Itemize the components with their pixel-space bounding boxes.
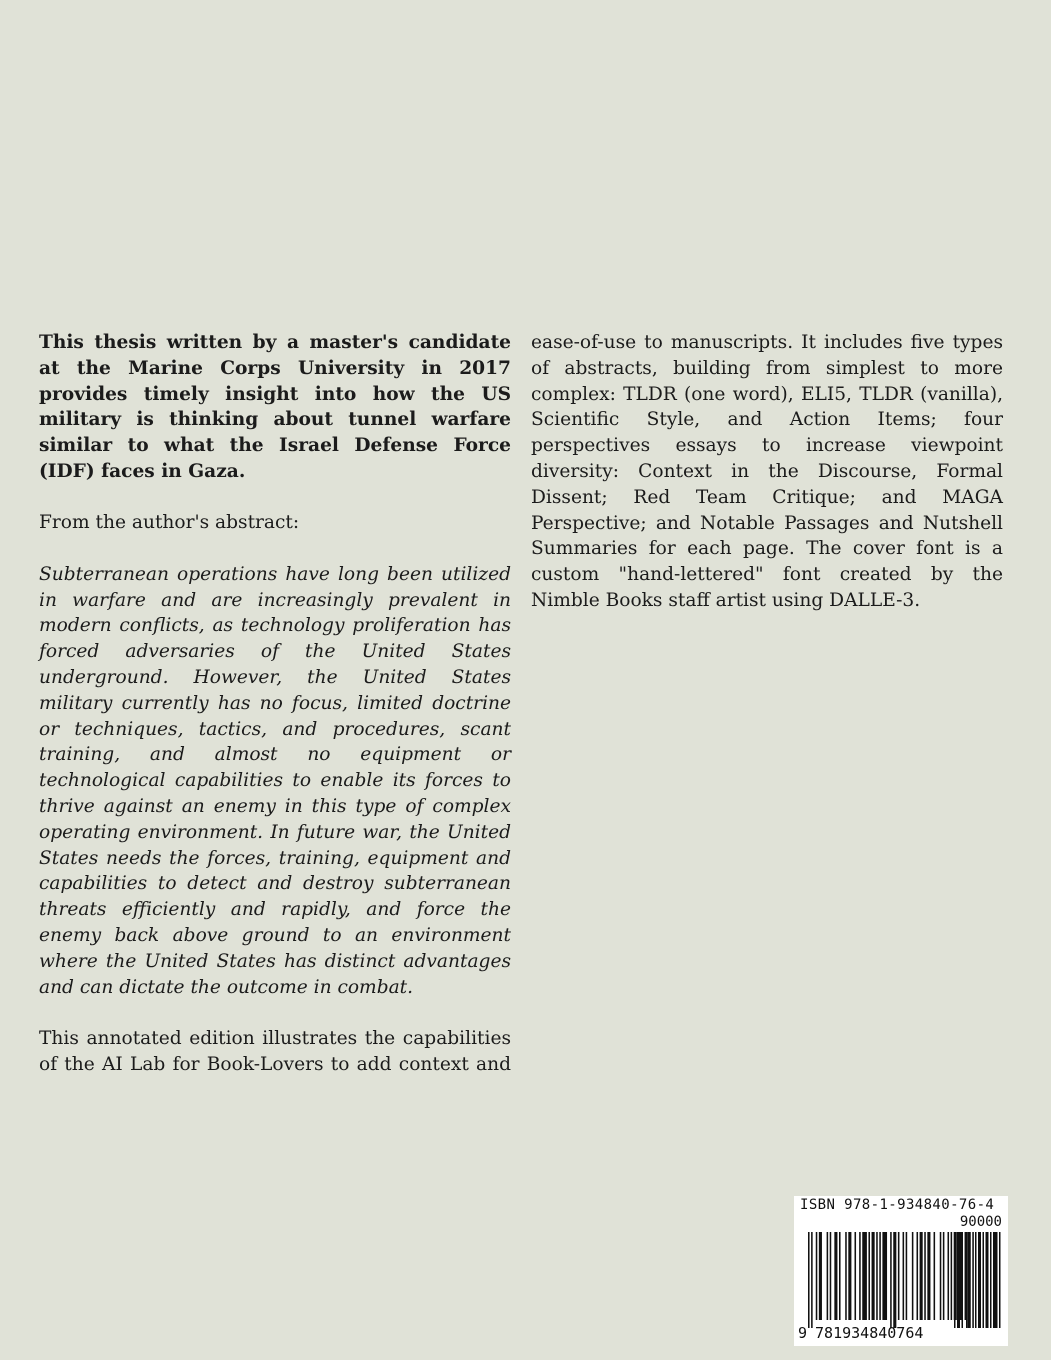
annotated-edition-continued: ease-of-use to manuscripts. It includes five types of abstracts, building from simplest to more complex: TLDR (one word), ELI5, TLDR (vanilla), Scientific Style, and Action Items; four perspectives essays to increase viewpoint diversity: Context in the Discourse, Formal Dissent; Red Team Critique; and MAGA Perspective; and Notable Passages and Nutshell Summaries for each page. The cover font is a custom "hand-lettered" font created by the Nimble Books staff artist using DALLE-3. (531, 332, 1003, 611)
abstract-intro: From the author's abstract: (39, 512, 300, 534)
author-abstract: Subterranean operations have long been utilized in warfare and are increasingly prevalent in modern conflicts, as technology proliferation has forced adversaries of the United States underground. However, the United States military currently has no focus, limited doctrine or techniques, tactics, and procedures, scant training, and almost no equipment or technological capabilities to enable its forces to thrive against an enemy in this type of complex operating environment. In future war, the United States needs the forces, training, equipment and capabilities to detect and destroy subterranean threats efficiently and rapidly, and force the enemy back above ground to an environment where the United States has distinct advantages and can dictate the outcome in combat. (39, 563, 511, 998)
barcode-bar (872, 1232, 875, 1320)
barcode-bar (848, 1232, 851, 1320)
barcode-bar (855, 1232, 857, 1320)
barcode-bar (868, 1232, 870, 1320)
barcode-bar (876, 1232, 878, 1320)
barcode-bar (827, 1232, 829, 1320)
barcode-digits (798, 1324, 923, 1342)
barcode-bar (811, 1232, 813, 1328)
barcode-bar (948, 1232, 950, 1320)
barcode-addon-bar (993, 1232, 998, 1328)
right-column (531, 330, 1003, 614)
barcode-addon-bar (954, 1232, 956, 1328)
barcode-bar (912, 1232, 914, 1320)
barcode-bar (940, 1232, 942, 1320)
barcode-bar (862, 1232, 867, 1320)
barcode-bar (951, 1232, 953, 1320)
price-code: 90000 (959, 1214, 1002, 1230)
left-column (39, 330, 511, 1078)
barcode-right-group: 840764 (869, 1324, 924, 1342)
barcode-bar (808, 1232, 810, 1328)
barcode-addon-bar (983, 1232, 985, 1328)
barcode-addon-bar (986, 1232, 989, 1328)
barcode-addon-bar (966, 1232, 968, 1328)
isbn-label: ISBN 978-1-934840-76-4 (800, 1197, 995, 1213)
barcode-bar (934, 1232, 936, 1320)
barcode-bar (882, 1232, 887, 1320)
barcode-first-digit: 9 (798, 1324, 808, 1342)
barcode-bar (834, 1232, 837, 1320)
barcode-bar (845, 1232, 847, 1320)
barcode-bar (903, 1232, 905, 1320)
barcode-addon-bar (957, 1232, 960, 1328)
barcode-bar (972, 1232, 974, 1328)
barcode-bar (859, 1232, 861, 1320)
barcode-addon-bar (999, 1232, 1001, 1328)
barcode-bar (906, 1232, 908, 1320)
barcode-bar (920, 1232, 923, 1320)
barcode-bar (927, 1232, 930, 1320)
barcode-addon-bar (975, 1232, 977, 1328)
barcode-bar (965, 1232, 967, 1320)
barcode-addon-bar (969, 1232, 971, 1328)
barcode-addon-bar (962, 1232, 964, 1328)
isbn-barcode (794, 1196, 1008, 1346)
barcode-bar (819, 1232, 822, 1320)
lead-paragraph: This thesis written by a master's candidate at the Marine Corps University in 2017 provides timely insight into how the US military is thinking about tunnel warfare similar to what the Israel Defense Force (IDF) faces in Gaza. (39, 332, 511, 482)
barcode-bar (839, 1232, 841, 1320)
barcode-bar (943, 1232, 945, 1320)
barcode-bar (816, 1232, 818, 1320)
annotated-edition-paragraph: This annotated edition illustrates the capabilities of the AI Lab for Book-Lovers to add context and (39, 1027, 511, 1075)
barcode-left-group: 781934 (815, 1324, 870, 1342)
barcode-addon-bar (978, 1232, 981, 1328)
barcode-bar (893, 1232, 896, 1328)
barcode-bar (879, 1232, 881, 1320)
barcode-bar (924, 1232, 926, 1320)
barcode-bar (830, 1232, 832, 1320)
barcode-bar (917, 1232, 919, 1320)
barcode-addon-bar (990, 1232, 992, 1328)
barcode-bar (890, 1232, 892, 1328)
barcode-bar (898, 1232, 900, 1320)
